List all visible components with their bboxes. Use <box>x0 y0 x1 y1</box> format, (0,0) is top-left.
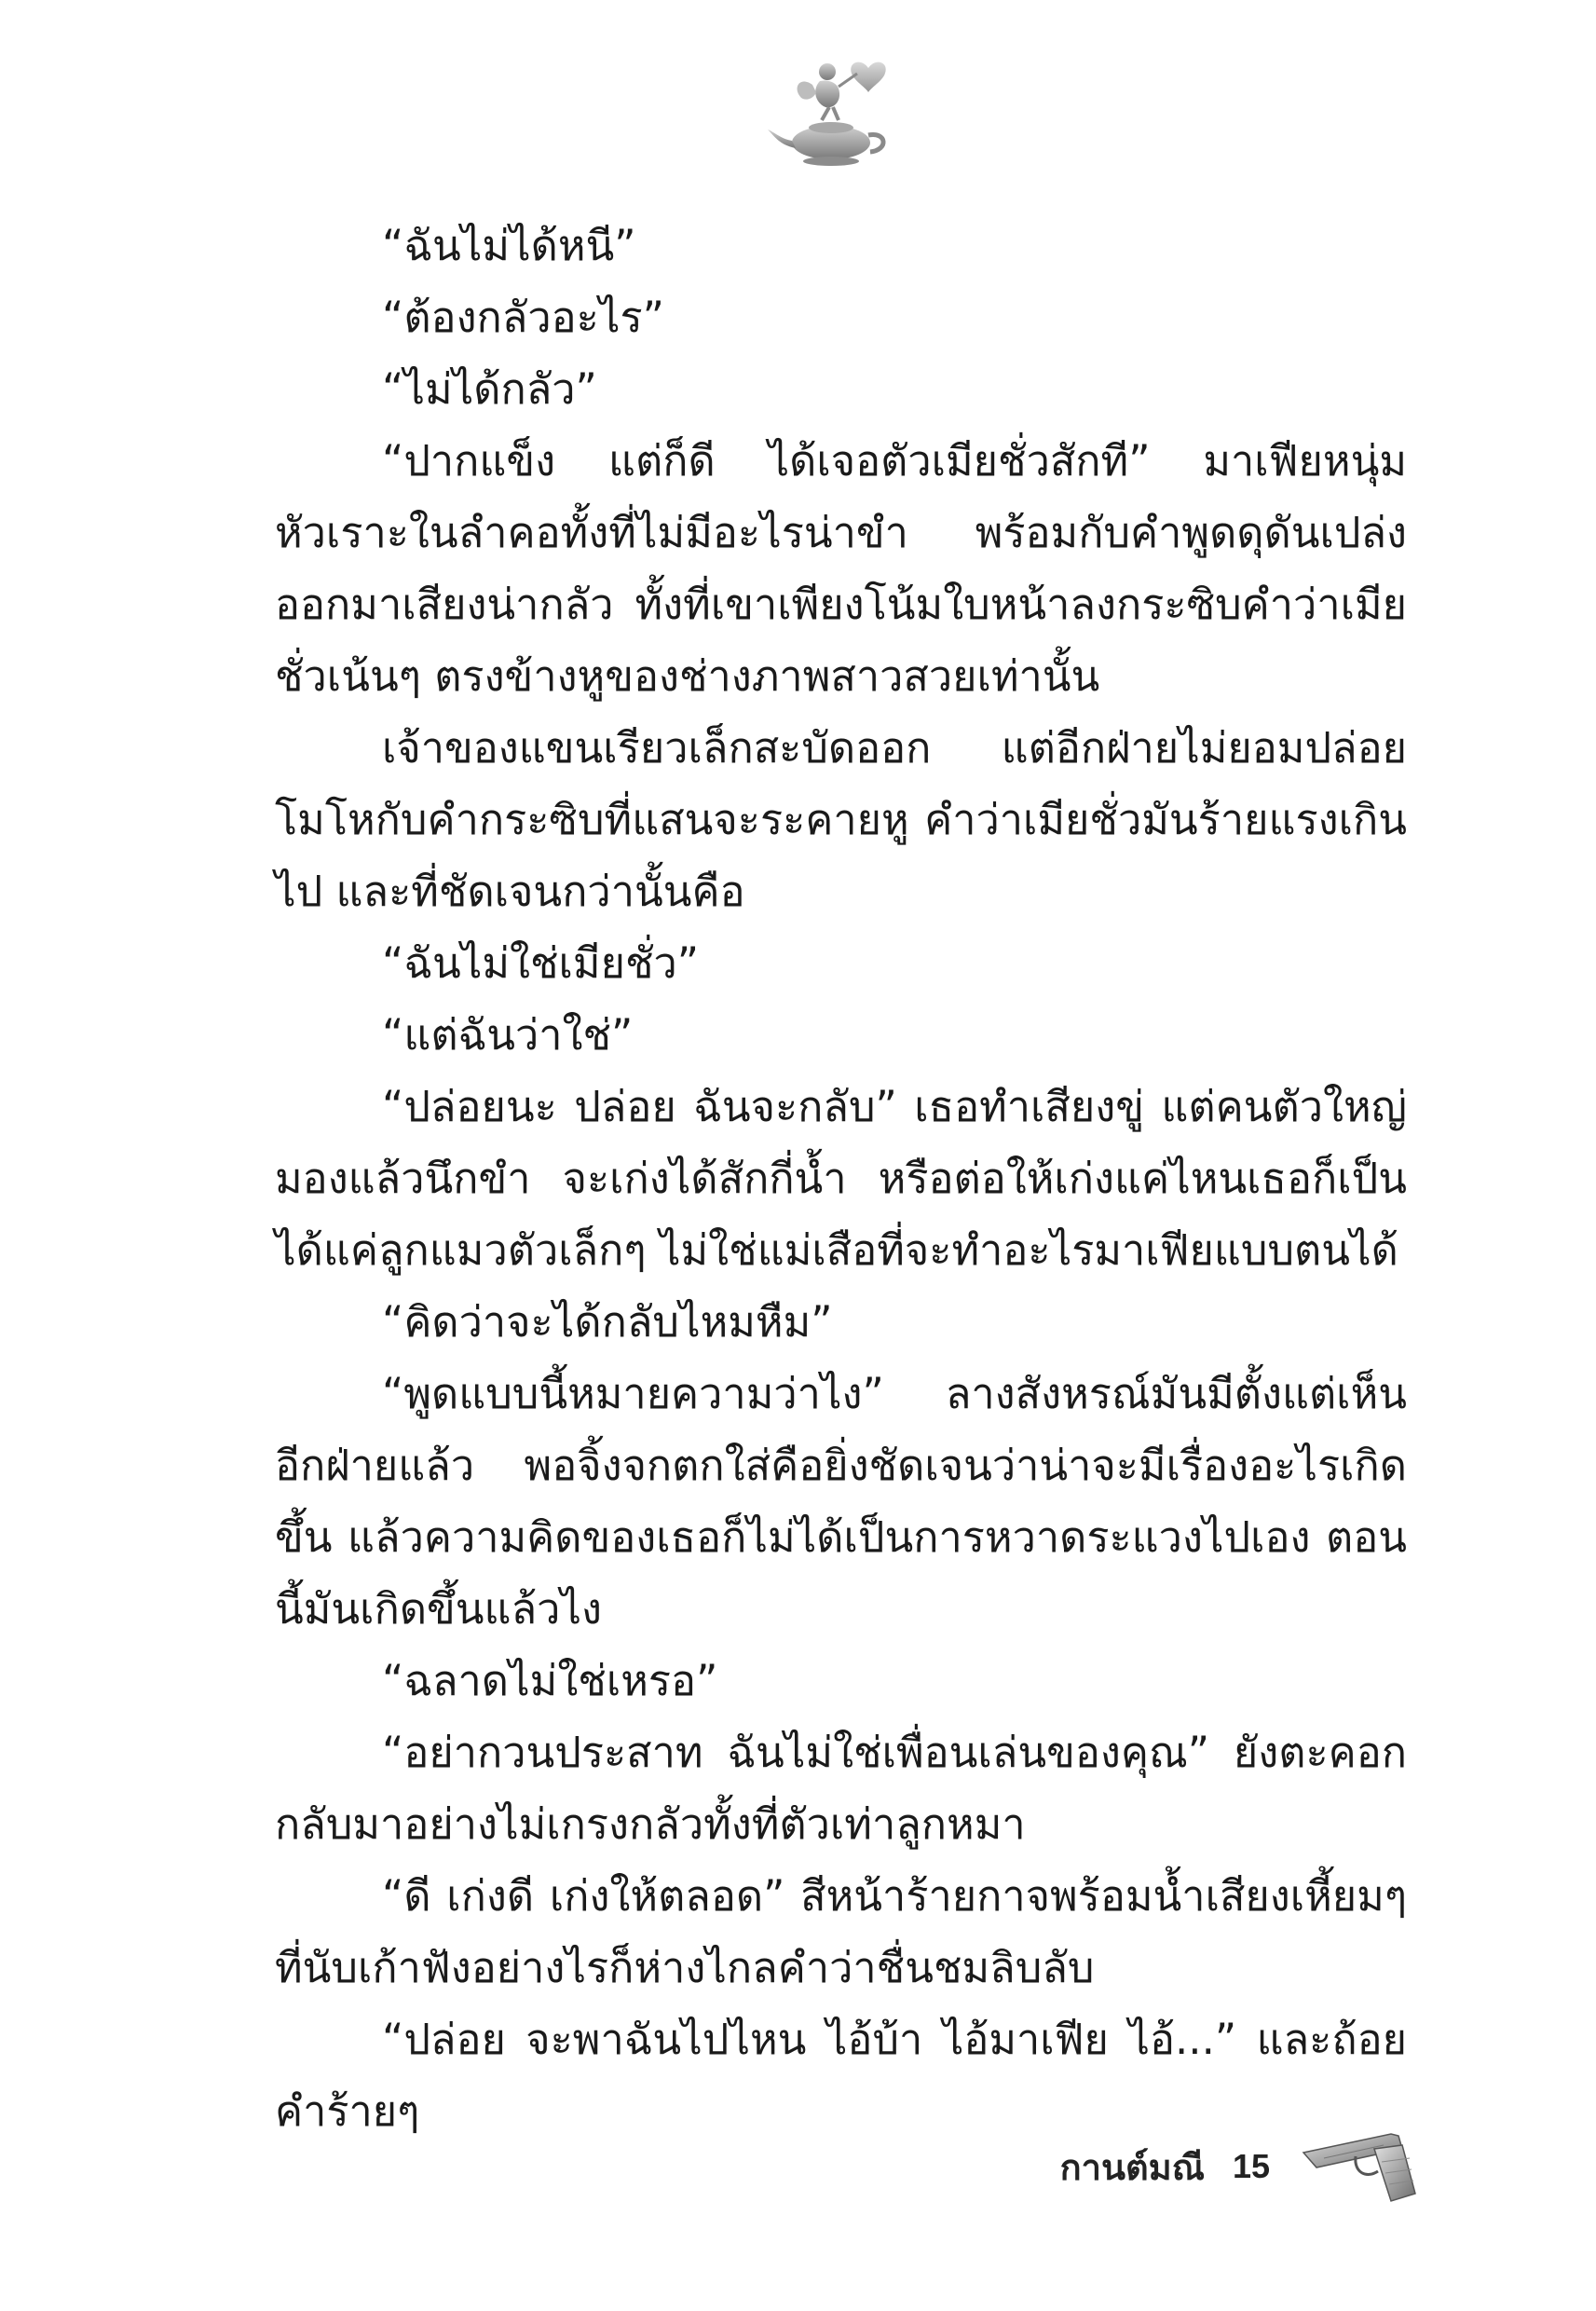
paragraph: เจ้าของแขนเรียวเล็กสะบัดออก แต่อีกฝ่ายไม่ยอมปล่อย โมโหกับคำกระซิบที่แสนจะระคายหู คำว่าเมียชั่วมันร้ายแรงเกินไป และที่ชัดเจนกว่านั้นคือ <box>275 723 1407 916</box>
paragraph: “ฉลาดไม่ใช่เหรอ” <box>382 1656 718 1705</box>
page-footer <box>1060 2120 1419 2213</box>
paragraph: “ปล่อย จะพาฉันไปไหน ไอ้บ้า ไอ้มาเฟีย ไอ้...” และถ้อยคำร้ายๆ <box>275 2015 1407 2136</box>
paragraph: “พูดแบบนี้หมายความว่าไง” ลางสังหรณ์มันมีตั้งแต่เห็นอีกฝ่ายแล้ว พอจิ้งจกตกใส่คือยิ่งชัดเจนว่าน่าจะมีเรื่องอะไรเกิดขึ้น แล้วความคิดของเธอก็ไม่ได้เป็นการหวาดระแวงไปเอง ตอนนี้มันเกิดขึ้นแล้วไง <box>275 1369 1407 1634</box>
paragraph: “ฉันไม่ใช่เมียชั่ว” <box>382 938 700 988</box>
paragraph: “อย่ากวนประสาท ฉันไม่ใช่เพื่อนเล่นของคุณ” ยังตะคอกกลับมาอย่างไม่เกรงกลัวทั้งที่ตัวเท่าลูกหมา <box>275 1728 1407 1849</box>
paragraph: “ไม่ได้กลัว” <box>382 364 597 414</box>
story-text <box>275 210 1407 2147</box>
paragraph: “คิดว่าจะได้กลับไหมหืม” <box>382 1297 833 1347</box>
paragraph: “ดี เก่งดี เก่งให้ตลอด” สีหน้าร้ายกาจพร้อมน้ำเสียงเหี้ยมๆ ที่นับเก้าฟังอย่างไรก็ห่างไกลคำว่าชื่นชมลิบลับ <box>275 1871 1407 1992</box>
paragraph: “ฉันไม่ได้หนี” <box>382 221 636 270</box>
paragraph: “ปากแข็ง แต่ก็ดี ได้เจอตัวเมียชั่วสักที” มาเฟียหนุ่มหัวเราะในลำคอทั้งที่ไม่มีอะไรน่าขำ พร้อมกับคำพูดดุดันเปล่งออกมาเสียงน่ากลัว ทั้งที่เขาเพียงโน้มใบหน้าลงกระซิบคำว่าเมียชั่วเน้นๆ ตรงข้างหูของช่างภาพสาวสวยเท่านั้น <box>275 436 1407 701</box>
paragraph: “ปล่อยนะ ปล่อย ฉันจะกลับ” เธอทำเสียงขู่ แต่คนตัวใหญ่มองแล้วนึกขำ จะเก่งได้สักกี่น้ำ หรือต่อให้เก่งแค่ไหนเธอก็เป็นได้แค่ลูกแมวตัวเล็กๆ ไม่ใช่แม่เสือที่จะทำอะไรมาเฟียแบบตนได้ <box>275 1082 1407 1275</box>
pistol-icon <box>1298 2125 1419 2208</box>
paragraph: “แต่ฉันว่าใช่” <box>382 1010 634 1060</box>
paragraph: “ต้องกลัวอะไร” <box>382 293 664 342</box>
cupid-teapot-ornament-icon <box>764 51 904 172</box>
page-number: 15 <box>1232 2147 1270 2185</box>
author-name: กานต์มณี <box>1059 2146 1205 2188</box>
